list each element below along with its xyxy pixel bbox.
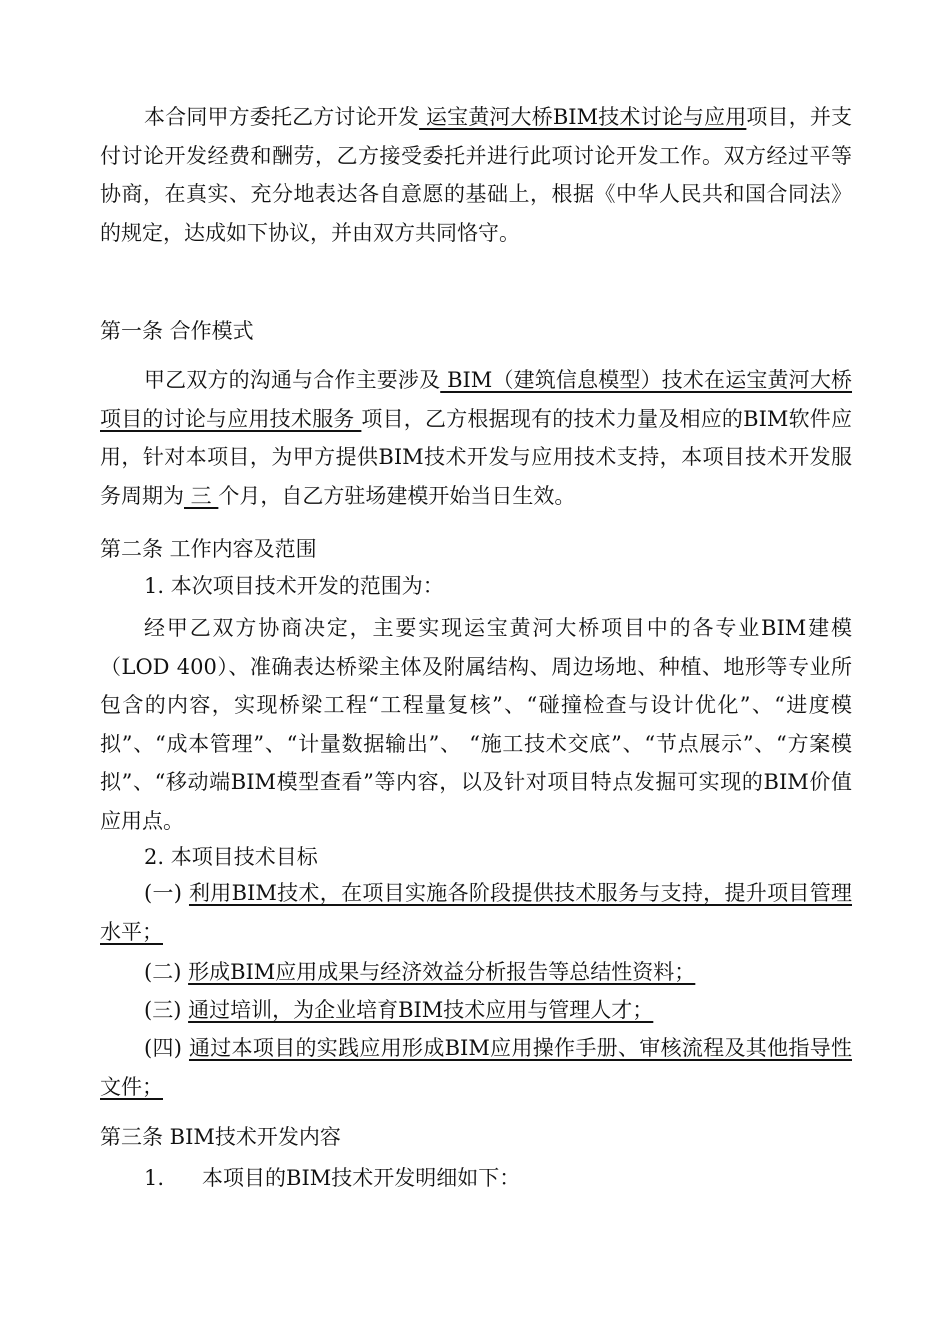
goal-number: (二) xyxy=(144,960,182,984)
article1-heading: 第一条 合作模式 xyxy=(100,319,254,343)
goal-number: (一) xyxy=(144,881,182,905)
article2-heading: 第二条 工作内容及范围 xyxy=(100,537,317,561)
goal-text: 形成BIM应用成果与经济效益分析报告等总结性资料； xyxy=(188,960,696,984)
article3-heading: 第三条 BIM技术开发内容 xyxy=(100,1125,341,1149)
article1-paragraph xyxy=(100,361,852,515)
goal-item-2 xyxy=(100,953,852,992)
service-period: 三 xyxy=(184,483,219,508)
article1-scope: BIM（建筑信息模型）技术在运宝黄河大桥项目的讨论与应用技术服务 xyxy=(100,368,853,431)
goal-number: (三) xyxy=(144,998,182,1022)
intro-text-before: 本合同甲方委托乙方讨论开发 xyxy=(144,105,420,129)
article1-text-middle: 项目，乙方根据现有的技术力量及相应的BIM软件应用，针对本项目，为甲方提供BIM技术开发与应用技术支持，本项目技术开发服务周期为 xyxy=(100,406,852,508)
intro-text-after: 项目，并支付讨论开发经费和酬劳，乙方接受委托并进行此项讨论开发工作。双方经过平等协商，在真实、充分地表达各自意愿的基础上，根据《中华人民共和国合同法》的规定，达成如下协议，并由双方共同恪守。 xyxy=(100,105,853,245)
article1-text-before: 甲乙双方的沟通与合作主要涉及 xyxy=(144,368,441,392)
article3-item1 xyxy=(144,1159,520,1197)
goal-text: 通过本项目的实践应用形成BIM应用操作手册、审核流程及其他指导性文件； xyxy=(100,1036,852,1099)
article3-item1-text: 本项目的BIM技术开发明细如下： xyxy=(202,1166,521,1190)
goal-item-1 xyxy=(100,874,852,951)
article2-item1: 1. 本次项目技术开发的范围为： xyxy=(144,574,444,598)
article1-text-after: 个月，自乙方驻场建模开始当日生效。 xyxy=(218,483,576,508)
goal-item-4 xyxy=(100,1029,852,1106)
article3-item1-number: 1. xyxy=(144,1166,165,1190)
goal-item-3 xyxy=(100,991,852,1030)
goal-number: (四) xyxy=(144,1036,182,1060)
article2-scope-paragraph: 经甲乙双方协商决定，主要实现运宝黄河大桥项目中的各专业BIM建模（LOD 400）、准确表达桥梁主体及附属结构、周边场地、种植、地形等专业所包含的内容，实现桥梁工程“工程量复核”、“碰撞检查与设计优化”、“进度模拟”、“成本管理”、“计量数据输出”、 “施工技术交底”、“节点展示”、“方案模拟”、“移动端BIM模型查看”等内容，以及针对项目特点发掘可实现的BIM价值应用点。 xyxy=(100,616,852,833)
goal-text: 利用BIM技术，在项目实施各阶段提供技术服务与支持，提升项目管理水平； xyxy=(100,881,852,944)
goal-text: 通过培训，为企业培育BIM技术应用与管理人才； xyxy=(188,998,654,1022)
project-name: 运宝黄河大桥BIM技术讨论与应用 xyxy=(419,105,747,129)
intro-paragraph xyxy=(100,98,852,252)
article2-item2: 2. 本项目技术目标 xyxy=(144,845,318,869)
